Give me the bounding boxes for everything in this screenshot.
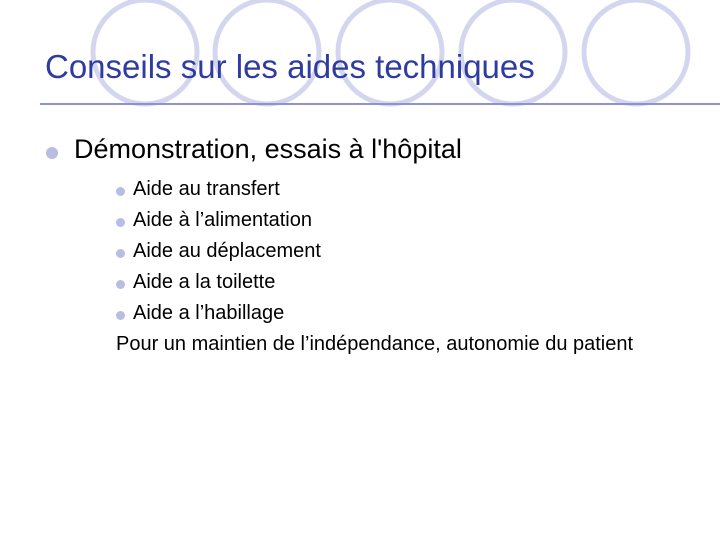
sub-item-label: Aide a l’habillage [133,302,285,324]
sub-item [116,205,669,236]
paragraph-text: Pour un maintien de l’indépendance, autonomie du patient [116,333,634,355]
slide-title: Conseils sur les aides techniques [45,48,535,85]
bullet-icon [116,218,125,227]
sub-item [116,267,669,298]
sub-item-label: Aide au transfert [133,178,280,200]
bullet-icon [116,311,125,320]
bullet-icon [116,280,125,289]
sub-item-label: Aide a la toilette [133,271,276,293]
bullet-icon [116,187,125,196]
bullet-icon [116,249,125,258]
sub-item-label: Aide au déplacement [133,240,321,262]
sub-item [116,236,669,267]
sub-item [116,174,669,205]
sub-item [116,298,669,329]
bullet-icon [46,147,58,159]
sub-item-label: Aide à l’alimentation [133,209,312,231]
main-bullet-label: Démonstration, essais à l'hôpital [74,134,462,164]
sub-list [116,174,669,358]
